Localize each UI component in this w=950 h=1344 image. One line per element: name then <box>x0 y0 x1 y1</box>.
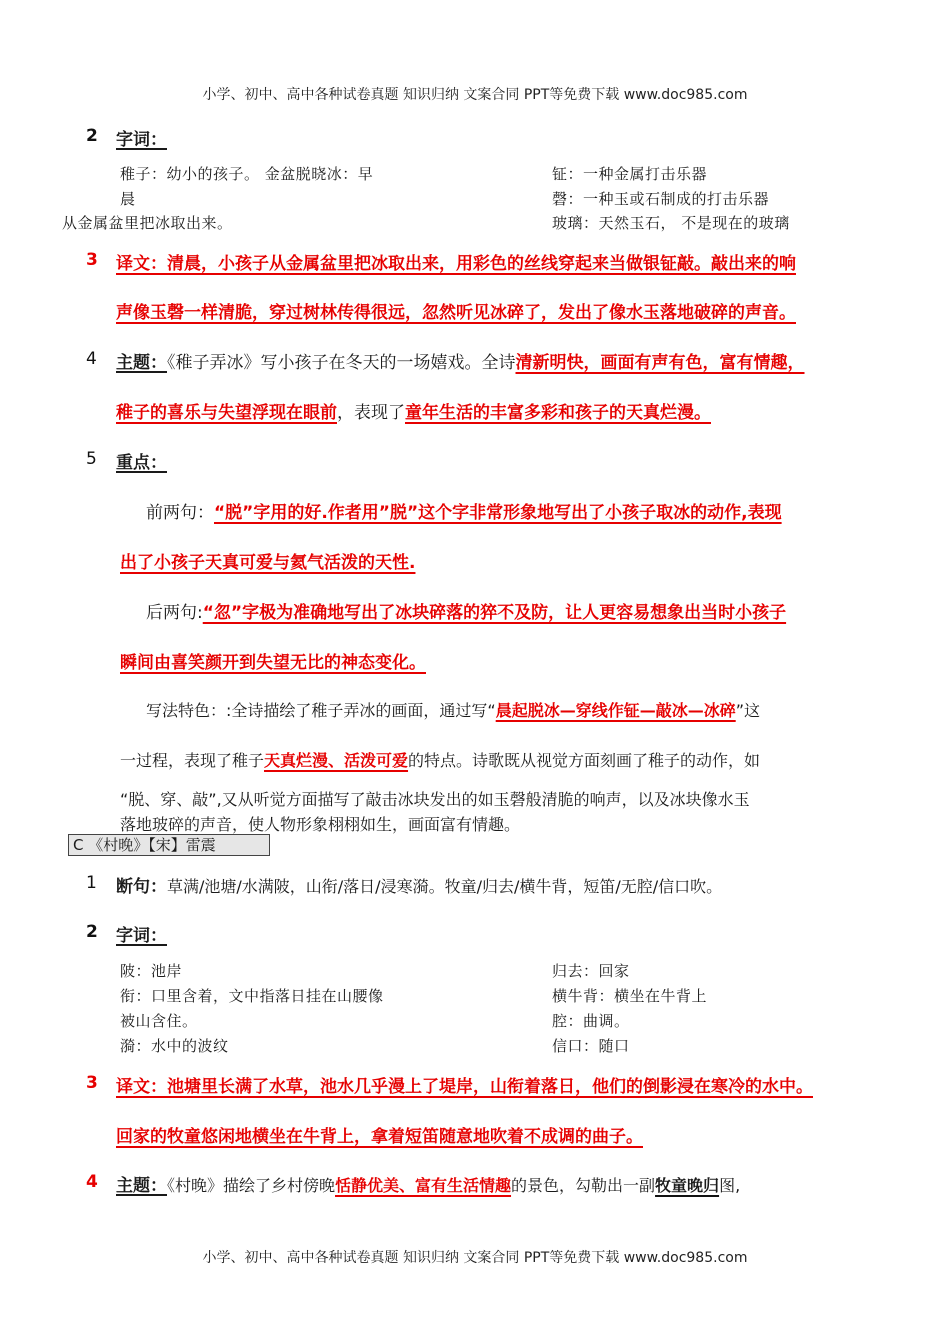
zici-right-line: 钲：一种金属打击乐器 <box>552 165 708 183</box>
zhuti-label: 主题： <box>116 1176 167 1196</box>
tese-text: 一过程，表现了稚子 <box>120 751 265 770</box>
qian-label: 前两句： <box>146 503 214 523</box>
yiwen-line: 声像玉磬一样清脆，穿过树林传得很远，忽然听见冰碎了，发出了像水玉落地破碎的声音。 <box>116 303 796 323</box>
page-header: 小学、初中、高中各种试卷真题 知识归纳 文案合同 PPT等免费下载 www.doc985.com <box>202 87 748 103</box>
zici-left-line: 晨 <box>120 190 136 208</box>
zhuti-highlight: 稚子的喜乐与失望浮现在眼前 <box>116 403 337 423</box>
hou-line-1 <box>146 598 786 623</box>
item-number: 4 <box>86 349 97 369</box>
qian-text: “脱”字用的好.作者用”脱”这个字非常形象地写出了小孩子取冰的动作,表现 <box>214 503 782 523</box>
zhongdian-label: 重点： <box>116 453 167 473</box>
zhuti-highlight: 恬静优美、富有生活情趣 <box>335 1176 512 1195</box>
tese-line-2 <box>120 748 760 771</box>
hou-line-2: 瞬间由喜笑颜开到失望无比的神态变化。 <box>120 653 426 673</box>
tese-text: 写法特色：:全诗描绘了稚子弄冰的画面，通过写“ <box>146 701 496 720</box>
zhuti-keyword: 牧童晚归 <box>655 1176 720 1195</box>
zhuti-text: 图, <box>719 1176 741 1195</box>
zici-left-line: 被山含住。 <box>120 1012 198 1030</box>
tese-text: ”这 <box>735 701 760 720</box>
duanju-label: 断句： <box>116 877 167 897</box>
tese-line-1 <box>146 698 760 721</box>
zici-right-line: 横牛背：横坐在牛背上 <box>552 987 708 1005</box>
item-number: 4 <box>86 1172 98 1192</box>
zici-left-line: 稚子：幼小的孩子。 金盆脱晓冰：早 <box>120 165 374 183</box>
zici-right-line: 腔：曲调。 <box>552 1012 630 1030</box>
zici-left-line: 陂：池岸 <box>120 962 183 980</box>
tese-highlight: 晨起脱冰—穿线作钲—敲冰—冰碎 <box>495 701 736 720</box>
zici-label: 字词： <box>116 130 167 150</box>
yiwen-line: 译文：池塘里长满了水草，池水几乎漫上了堤岸，山衔着落日，他们的倒影浸在寒冷的水中。 <box>116 1077 813 1097</box>
zici-right-line: 归去：回家 <box>552 962 630 980</box>
zhuti-line <box>116 1171 740 1196</box>
item-number: 3 <box>86 250 98 270</box>
zhuti-text: 的景色，勾勒出一副 <box>511 1176 656 1195</box>
item-number: 2 <box>86 126 98 146</box>
zici-left-line: 漪：水中的波纹 <box>120 1037 229 1055</box>
zici-left-line: 衔：口里含着，文中指落日挂在山腰像 <box>120 987 384 1005</box>
zici-right-line: 信口：随口 <box>552 1037 630 1055</box>
yiwen-line: 回家的牧童悠闲地横坐在牛背上，拿着短笛随意地吹着不成调的曲子。 <box>116 1127 643 1147</box>
page-footer: 小学、初中、高中各种试卷真题 知识归纳 文案合同 PPT等免费下载 www.doc985.com <box>202 1250 748 1266</box>
item-number: 2 <box>86 922 98 942</box>
duanju-line <box>116 872 722 897</box>
zhuti-line-1 <box>116 348 805 373</box>
item-number: 1 <box>86 873 97 893</box>
hou-label: 后两句: <box>146 603 203 623</box>
zhuti-text: ，表现了 <box>337 403 405 423</box>
yiwen-line: 译文：清晨，小孩子从金属盆里把冰取出来，用彩色的丝线穿起来当做银钲敲。敲出来的响 <box>116 254 796 274</box>
zici-right-line: 玻璃：天然玉石， 不是现在的玻璃 <box>552 214 790 232</box>
section-heading: C 《村晚》【宋】雷震 <box>68 834 270 856</box>
tese-text: 的特点。诗歌既从视觉方面刻画了稚子的动作，如 <box>408 751 761 770</box>
tese-line-3: “脱、穿、敲”,又从听觉方面描写了敲击冰块发出的如玉磬般清脆的响声，以及冰块像水玉 <box>120 790 750 809</box>
item-number: 5 <box>86 449 97 469</box>
item-number: 3 <box>86 1073 98 1093</box>
zhuti-highlight: 清新明快，画面有声有色，富有情趣， <box>515 353 805 373</box>
duanju-text: 草满/池塘/水满陂，山衔/落日/浸寒漪。牧童/归去/横牛背，短笛/无腔/信口吹。 <box>167 877 723 896</box>
zici-left-line: 从金属盆里把冰取出来。 <box>62 214 233 232</box>
zhuti-text: 《稚子弄冰》写小孩子在冬天的一场嬉戏。全诗 <box>167 353 516 373</box>
zhuti-highlight: 童年生活的丰富多彩和孩子的天真烂漫。 <box>405 403 711 423</box>
qian-line-1 <box>146 498 782 523</box>
zhuti-line-2 <box>116 398 711 423</box>
zici-right-line: 磬：一种玉或石制成的打击乐器 <box>552 190 770 208</box>
tese-highlight: 天真烂漫、活泼可爱 <box>264 751 409 770</box>
tese-line-4: 落地玻碎的声音，使人物形象栩栩如生，画面富有情趣。 <box>120 815 521 834</box>
zici-label: 字词： <box>116 926 167 946</box>
hou-text: “忽”字极为准确地写出了冰块碎落的猝不及防，让人更容易想象出当时小孩子 <box>202 603 787 623</box>
zhuti-label: 主题： <box>116 353 167 373</box>
zhuti-text: 《村晚》描绘了乡村傍晚 <box>167 1176 336 1195</box>
qian-line-2: 出了小孩子天真可爱与氦气活泼的天性. <box>120 553 416 573</box>
